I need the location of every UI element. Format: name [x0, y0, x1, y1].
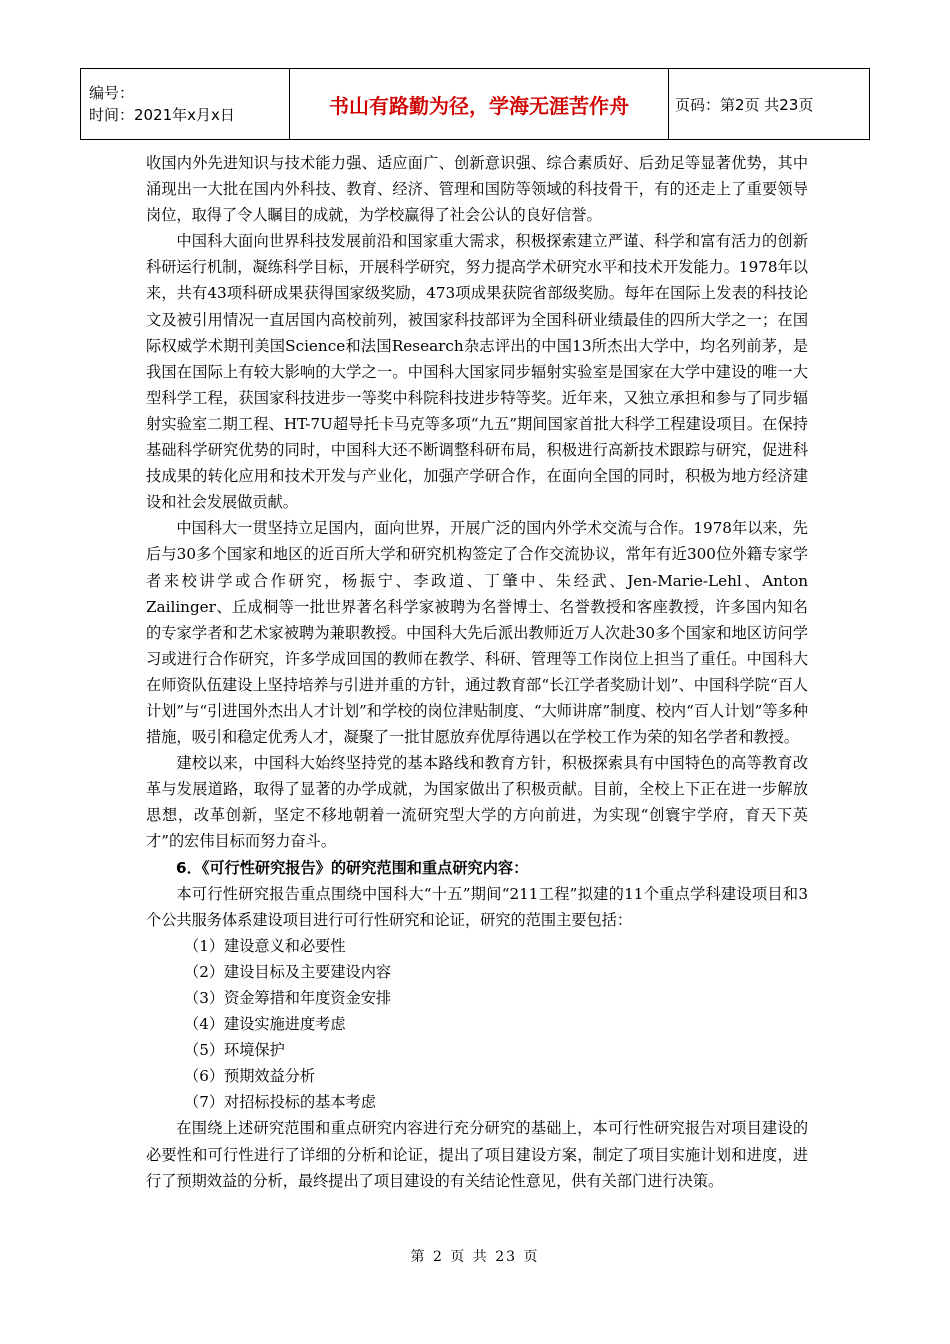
list-item: （2）建设目标及主要建设内容 [184, 962, 392, 981]
section-heading: 6．《可行性研究报告》的研究范围和重点研究内容： [176, 858, 529, 877]
paragraph: 本可行性研究报告重点围绕中国科大“十五”期间“211工程”拟建的11个重点学科建设项目和3个公共服务体系建设项目进行可行性研究和论证，研究的范围主要包括： [146, 884, 808, 929]
list-item: （5）环境保护 [184, 1041, 285, 1060]
list-item: （1）建设意义和必要性 [184, 936, 346, 955]
page-footer: 第 2 页 共 23 页 [410, 1249, 540, 1265]
list-item: （3）资金筹措和年度资金安排 [184, 989, 392, 1007]
list-item: （6）预期效益分析 [184, 1067, 316, 1086]
header-page-label: 页码：第2页 共23页 [669, 69, 870, 140]
header-meta [81, 69, 290, 140]
page-header [80, 68, 870, 140]
header-code-label: 编号： [89, 84, 135, 102]
header-date-label: 时间：2021年x月x日 [89, 106, 235, 124]
list-item: （4）建设实施进度考虑 [184, 1015, 346, 1034]
paragraph: 中国科大一贯坚持立足国内，面向世界，开展广泛的国内外学术交流与合作。1978年以来，先后与30多个国家和地区的近百所大学和研究机构签定了合作交流协议，常年有近300位外籍专家学者来校讲学或合作研究，杨振宁、李政道、丁肇中、朱经武、Jen-Marie-Lehl、Anton Zailinger、丘成桐等一批世界著名科学家被聘为名誉博士、名誉教授和客座教授，许多国内知名的专家学者和艺术家被聘为兼职教授。中国科大先后派出教师近万人次赴30多个国家和地区访问学习或进行合作研究，许多学成回国的教师在教学、科研、管理等工作岗位上担当了重任。中国科大在师资队伍建设上坚持培养与引进并重的方针，通过教育部“长江学者奖励计划”、中国科学院“百人计划”与“引进国外杰出人才计划”和学校的岗位津贴制度、“大师讲席”制度、校内“百人计划”等多种措施，吸引和稳定优秀人才，凝聚了一批甘愿放弃优厚待遇以在学校工作为荣的知名学者和教授。 [146, 519, 808, 747]
list-item: （7）对招标投标的基本考虑 [184, 1093, 376, 1112]
document-body [146, 150, 808, 1194]
paragraph: 建校以来，中国科大始终坚持党的基本路线和教育方针，积极探索具有中国特色的高等教育改革与发展道路，取得了显著的办学成就，为国家做出了积极贡献。目前，全校上下正在进一步解放思想，改革创新，坚定不移地朝着一流研究型大学的方向前进，为实现“创寰宇学府，育天下英才”的宏伟目标而努力奋斗。 [146, 754, 808, 851]
paragraph: 中国科大面向世界科技发展前沿和国家重大需求，积极探索建立严谨、科学和富有活力的创新科研运行机制，凝练科学目标，开展科学研究，努力提高学术研究水平和技术开发能力。1978年以来，共有43项科研成果获得国家级奖励，473项成果获院省部级奖励。每年在国际上发表的科技论文及被引用情况一直居国内高校前列，被国家科技部评为全国科研业绩最佳的四所大学之一；在国际权威学术期刊美国Science和法国Research杂志评出的中国13所杰出大学中，均名列前茅，是我国在国际上有较大影响的大学之一。中国科大国家同步辐射实验室是国家在大学中建设的唯一大型科学工程，获国家科技进步一等奖中科院科技进步特等奖。近年来，又独立承担和参与了同步辐射实验室二期工程、HT-7U超导托卡马克等多项“九五”期间国家首批大科学工程建设项目。在保持基础科学研究优势的同时，中国科大还不断调整科研布局，积极进行高新技术跟踪与研究，促进科技成果的转化应用和技术开发与产业化，加强产学研合作，在面向全国的同时，积极为地方经济建设和社会发展做贡献。 [146, 232, 808, 512]
paragraph: 在围绕上述研究范围和重点研究内容进行充分研究的基础上，本可行性研究报告对项目建设的必要性和可行性进行了详细的分析和论证，提出了项目建设方案，制定了项目实施计划和进度，进行了预期效益的分析，最终提出了项目建设的有关结论性意见，供有关部门进行决策。 [146, 1119, 808, 1190]
header-motto: 书山有路勤为径，学海无涯苦作舟 [290, 69, 669, 140]
paragraph: 收国内外先进知识与技术能力强、适应面广、创新意识强、综合素质好、后劲足等显著优势，其中涌现出一大批在国内外科技、教育、经济、管理和国防等领域的科技骨干，有的还走上了重要领导岗位，取得了令人瞩目的成就，为学校赢得了社会公认的良好信誉。 [146, 154, 808, 225]
